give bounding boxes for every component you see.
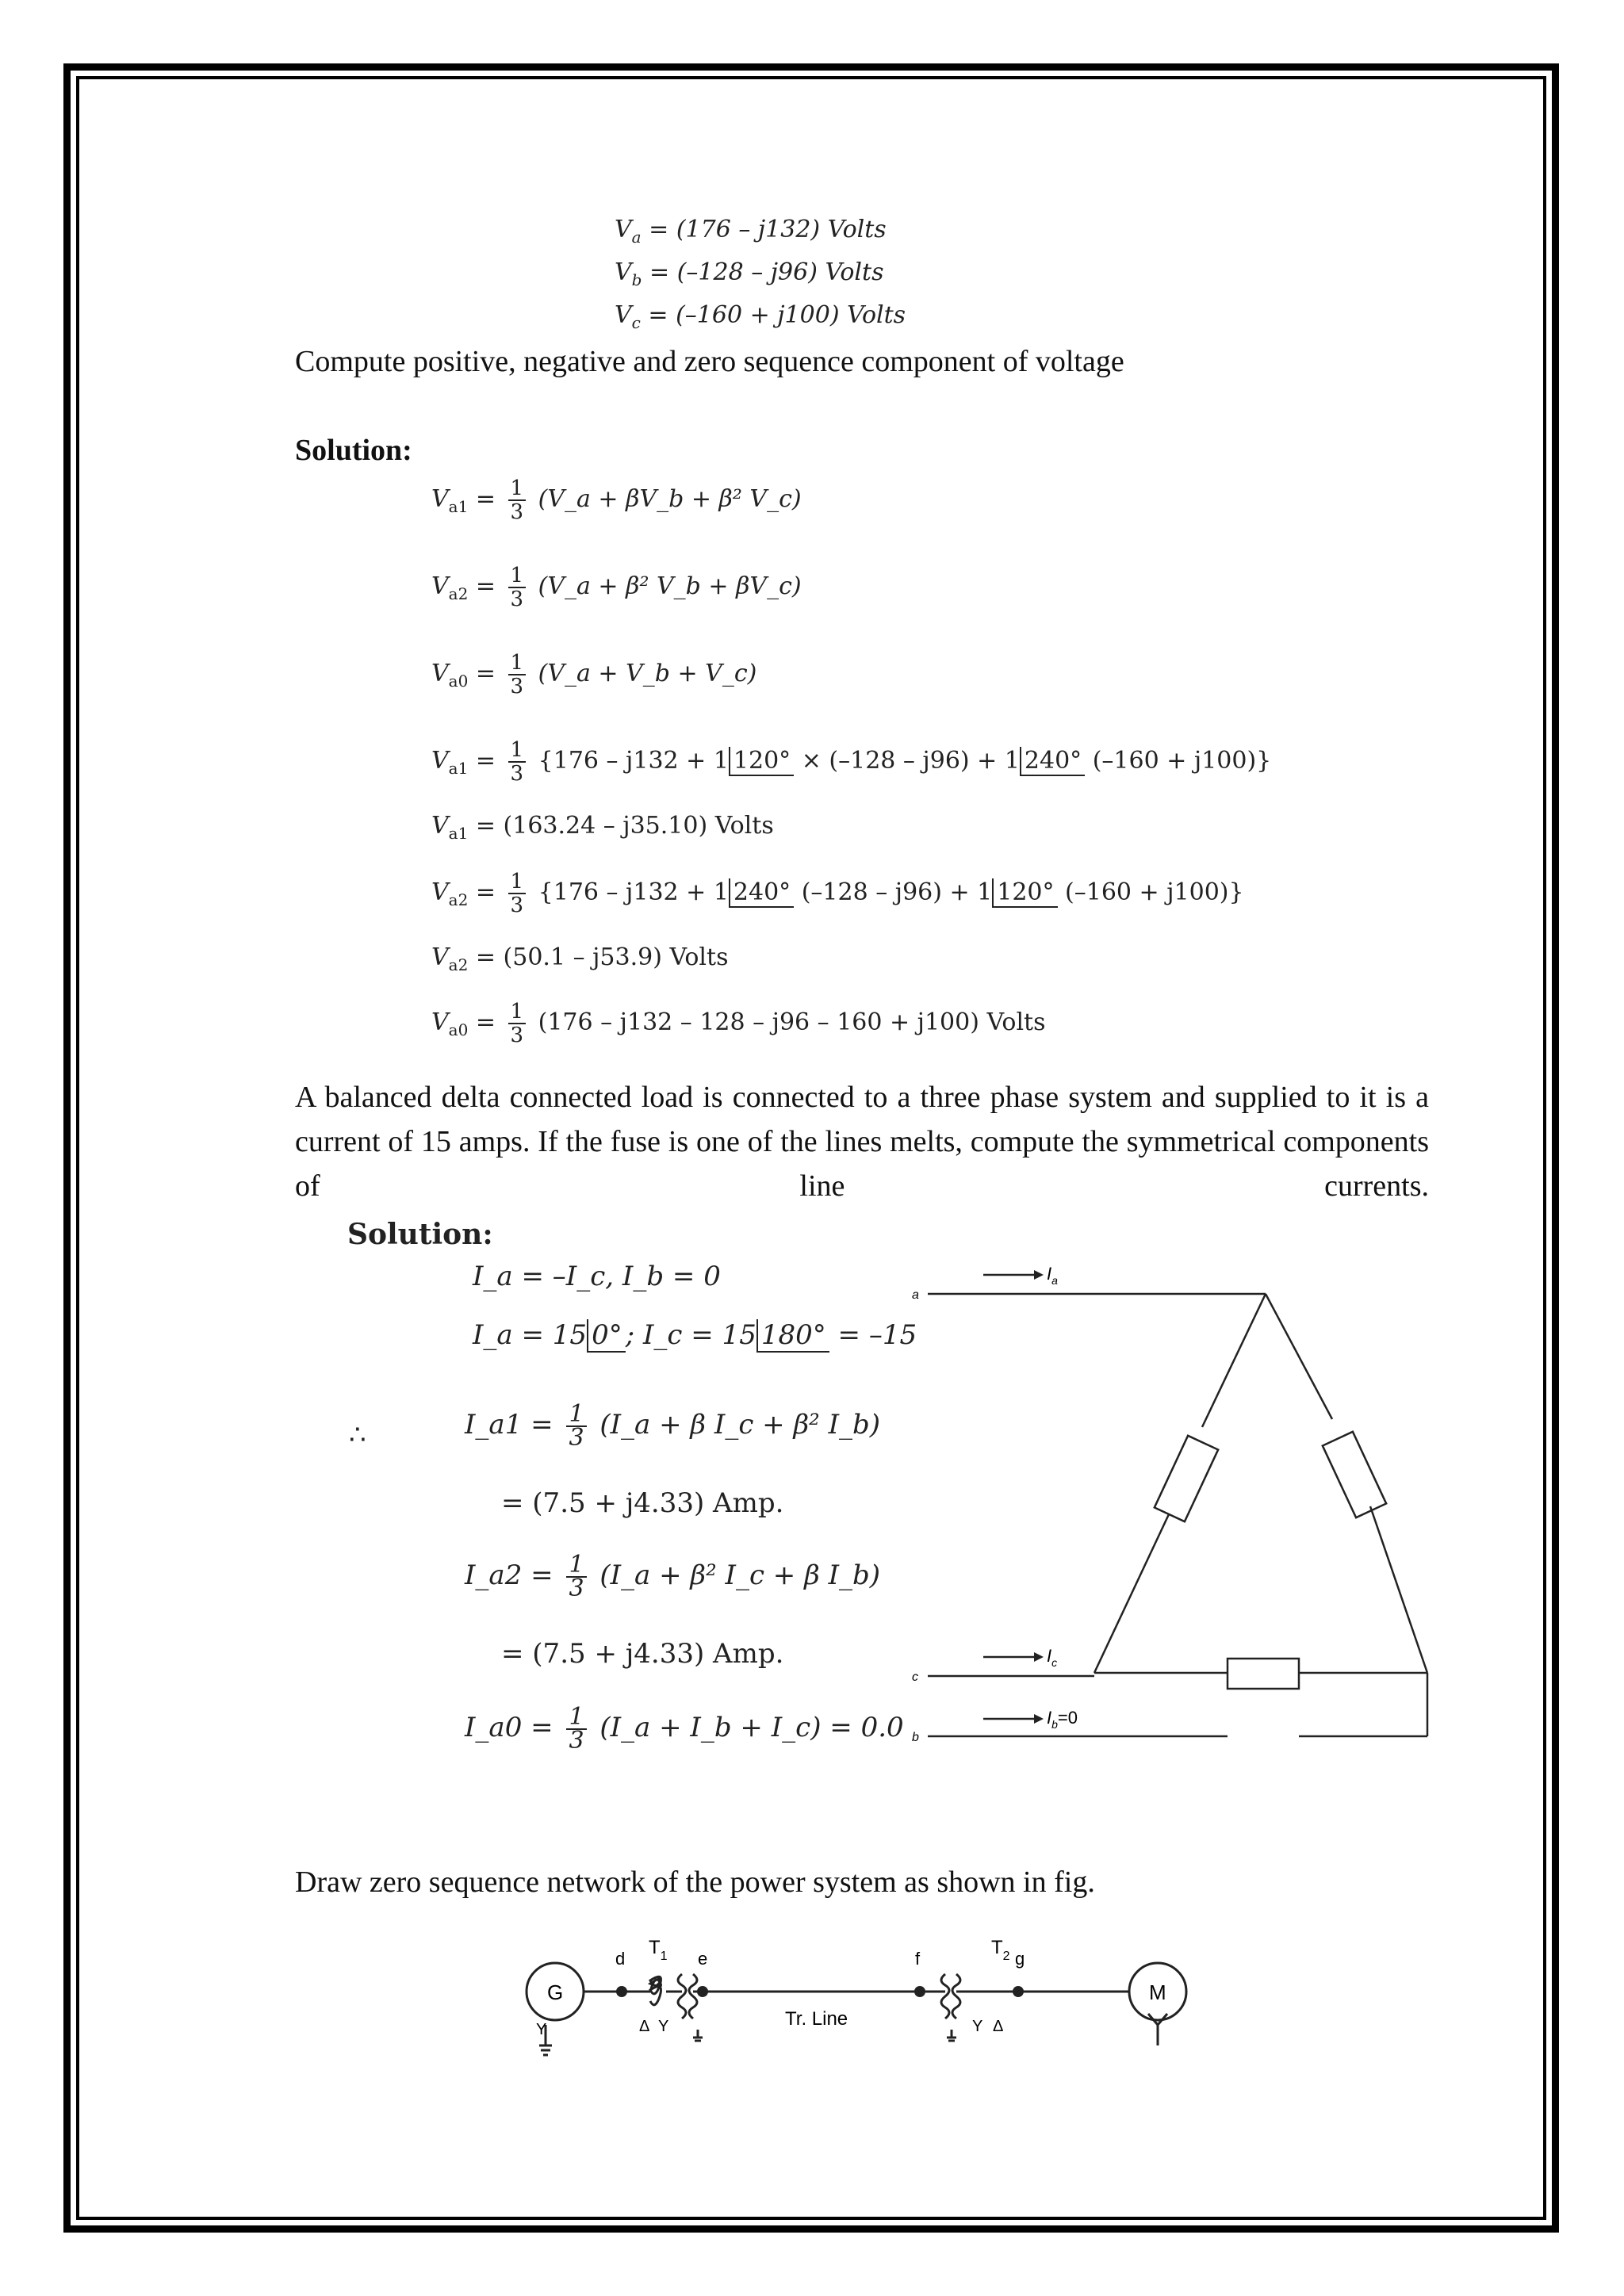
eq-va0-def: $V_{a0}$ = $\frac{1}{3}$ (V_a + V_b + V_c)	[431, 651, 757, 698]
eq-va2-def: $V_{a2}$ = $\frac{1}{3}$ (V_a + β² V_b + βV_c)	[431, 564, 802, 611]
eq-ia2-result: = (7.5 + j4.33) Amp.	[501, 1638, 784, 1670]
bus-g-label: g	[1015, 1949, 1025, 1969]
bus-e-label: e	[698, 1949, 708, 1969]
eq-va0-sub: $V_{a0}$ = $\frac{1}{3}$ (176 – j132 – 128 – j96 – 160 + j100) Volts	[431, 1000, 1046, 1047]
eq-ia0: I_a0 = $\frac{1}{3}$ (I_a + I_b + I_c) = 0.0	[465, 1703, 904, 1755]
arrow-ib-icon	[1034, 1714, 1044, 1724]
eq-ia-ic: I_a = –I_c, I_b = 0	[473, 1261, 721, 1292]
eq-va2-result: $V_{a2} = (50.1 - j53.9)$ Volts	[431, 943, 729, 974]
solution-2-heading: Solution:	[347, 1218, 493, 1251]
t2-star-symbol: Y	[972, 2018, 983, 2035]
bus-e-dot	[697, 1986, 708, 1997]
given-vc: $V_c = (-160 + j100)$ Volts	[615, 301, 906, 332]
load-impedance-left	[1155, 1436, 1218, 1521]
eq-va1-def: $V_{a1}$ = $\frac{1}{3}$ (V_a + βV_b + β² V_c)	[431, 476, 802, 524]
therefore-symbol: ∴	[349, 1419, 366, 1451]
eq-ia1-result: = (7.5 + j4.33) Amp.	[501, 1487, 784, 1519]
question-3: Draw zero sequence network of the power system as shown in fig.	[295, 1866, 1095, 1899]
solution-1-heading: Solution:	[295, 434, 412, 467]
label-ia: $I_a$	[1047, 1264, 1058, 1287]
given-va: $V_a = (176 - j132)$ Volts	[615, 216, 887, 247]
eq-ia-ic-values: I_a = 15 0° ; I_c = 15 180° = –15	[473, 1319, 917, 1351]
t1-star-symbol: Y	[658, 2018, 669, 2035]
label-line-b: b	[912, 1731, 919, 1744]
bus-g-dot	[1013, 1986, 1024, 1997]
load-impedance-right	[1323, 1432, 1386, 1517]
question-2: A balanced delta connected load is connected to a three phase system and supplied to it is a current of 15 amps. If the fuse is one of the lines melts, compute the symmetrical components of line currents.	[295, 1081, 1429, 1203]
bus-f-label: f	[915, 1949, 921, 1969]
label-line-a: a	[912, 1288, 919, 1302]
t2-primary-winding	[941, 1974, 949, 2019]
bus-d-label: d	[615, 1949, 626, 1969]
t1-delta-symbol: Δ	[639, 2018, 650, 2035]
label-ic: $I_c$	[1047, 1646, 1058, 1669]
power-system-single-line-diagram	[508, 1927, 1205, 2101]
label-line-c: c	[912, 1670, 918, 1684]
eq-va1-sub: $V_{a1}$ = $\frac{1}{3}$ {176 – j132 + 1 120° × (–128 – j96) + 1 240° (–160 + j100)}	[431, 738, 1272, 786]
t1-primary-coil	[650, 1976, 661, 2005]
t2-secondary-winding	[952, 1974, 960, 2019]
t2-label: $T_2$	[991, 1937, 1010, 1963]
motor-label: M	[1149, 1980, 1166, 2004]
t1-primary-winding	[678, 1974, 686, 2019]
delta-load-figure	[904, 1245, 1443, 1768]
t1-label: $T_1$	[649, 1937, 668, 1963]
eq-va2-sub: $V_{a2}$ = $\frac{1}{3}$ {176 – j132 + 1 240° (–128 – j96) + 1 120° (–160 + j100)}	[431, 870, 1244, 917]
load-impedance-bottom	[1228, 1659, 1299, 1689]
transmission-line-label: Tr. Line	[785, 2008, 848, 2030]
generator-star-symbol: Y	[536, 2021, 547, 2038]
bus-f-dot	[914, 1986, 925, 1997]
eq-va1-result: $V_{a1} = (163.24 - j35.10)$ Volts	[431, 812, 774, 843]
eq-ia2: I_a2 = $\frac{1}{3}$ (I_a + β² I_c + β I_b)	[465, 1551, 881, 1602]
given-vb: $V_b = (-128 - j96)$ Volts	[615, 258, 884, 289]
t2-delta-symbol: Δ	[993, 2018, 1004, 2035]
label-ib: $I_b=0$	[1047, 1708, 1078, 1731]
t1-secondary-winding	[689, 1974, 697, 2019]
generator-label: G	[547, 1980, 564, 2004]
arrow-ic-icon	[1034, 1652, 1044, 1662]
arrow-ia-icon	[1034, 1270, 1044, 1280]
question-1: Compute positive, negative and zero sequence component of voltage	[295, 345, 1124, 378]
bus-d-dot	[616, 1986, 627, 1997]
eq-ia1: I_a1 = $\frac{1}{3}$ (I_a + β I_c + β² I_b)	[465, 1400, 881, 1452]
